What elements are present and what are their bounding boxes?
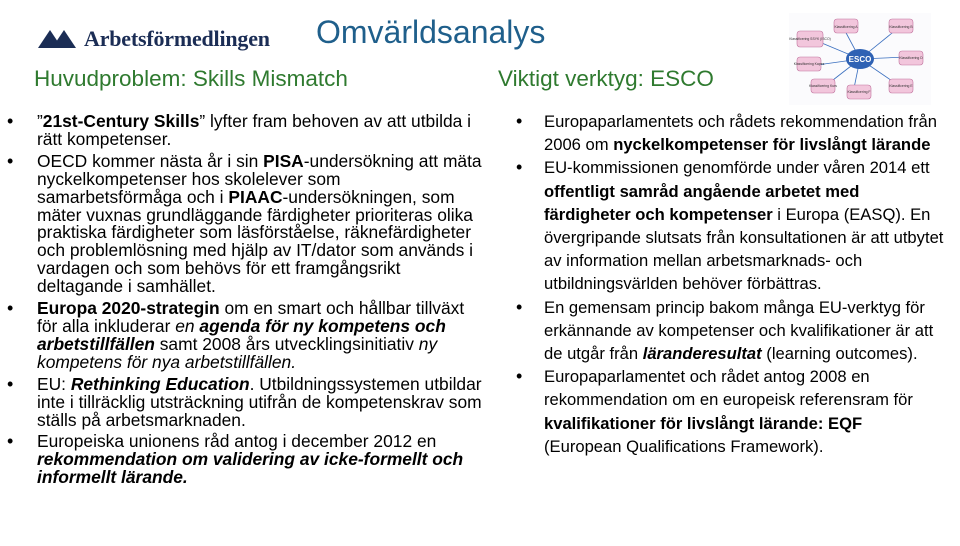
svg-text:Klassificering Kapes: Klassificering Kapes <box>793 62 825 66</box>
right-bullet-nyckelkompetenser: • Europaparlamentets och rådets rekommendation från 2006 om nyckelkompetenser för livslångt lärande <box>544 110 944 156</box>
svg-text:Klassificering A: Klassificering A <box>834 25 858 29</box>
left-bullet-validering: • Europeiska unionens råd antog i december 2012 en rekommendation om validering av icke-formellt och informellt lärande. <box>37 433 487 487</box>
svg-text:Klassificering D: Klassificering D <box>899 56 923 60</box>
svg-text:ESCO: ESCO <box>848 55 872 64</box>
left-bullet-oecd: • OECD kommer nästa år i sin PISA-undersökning att mäta nyckelkompetenser hos skolelever som samarbetsförmåga och i PIAAC-undersökningen, som mäter vuxnas grundläggande färdigheter prioriteras olika praktiska färdigheter som läsförståelse, räknefärdigheter och problemlösning med hjälp av IT/dator som används i vardagen och som behövs för ett framgångsrikt deltagande i samhället. <box>37 153 487 296</box>
right-bullet-eqf: • Europaparlamentet och rådet antog 2008 en rekommendation om en europeisk referensram för kvalifikationer för livslångt lärande: EQF (European Qualifications Framework). <box>544 365 944 458</box>
svg-text:Klassificering E: Klassificering E <box>889 84 913 88</box>
right-bullet-laranderesultat: • En gemensam princip bakom många EU-verktyg för erkännande av kompetenser och kvalifikationer är att de utgår från läranderesultat (learning outcomes). <box>544 296 944 366</box>
right-bullet-easq: • EU-kommissionen genomförde under våren 2014 ett offentligt samråd angående arbetet med färdigheter och kompetenser i Europa (EASQ). En övergripande slutsats från konsultationen är att utbytet av information mellan arbetsmarknads- och utbildningsvärlden behöver förbättras. <box>544 156 944 295</box>
page-title: Omvärldsanalys <box>316 14 546 50</box>
svg-text:Klassificering B: Klassificering B <box>889 25 913 29</box>
right-bullet-list <box>544 110 944 458</box>
svg-text:Klassificering F: Klassificering F <box>847 90 871 94</box>
logo-mark-icon <box>38 28 78 50</box>
arbetsformedlingen-logo <box>38 24 270 54</box>
logo-text: Arbetsförmedlingen <box>84 26 270 51</box>
left-bullet-europa-2020: • Europa 2020-strategin om en smart och hållbar tillväxt för alla inkluderar en agenda för ny kompetens och arbetstillfällen samt 2008 års utvecklingsinitiativ ny kompetens för nya arbetstillfällen. <box>37 300 487 372</box>
esco-diagram <box>789 13 931 105</box>
left-bullet-list <box>37 113 487 491</box>
left-bullet-21st-century: • ”21st-Century Skills” lyfter fram behoven av att utbilda i rätt kompetenser. <box>37 113 487 149</box>
svg-text:Klassificering Kurs: Klassificering Kurs <box>809 84 837 88</box>
right-heading: Viktigt verktyg: ESCO <box>498 66 714 91</box>
svg-text:Klassificering SSYK (ISCO): Klassificering SSYK (ISCO) <box>789 37 831 41</box>
left-bullet-rethinking-education: • EU: Rethinking Education. Utbildningssystemen utbildar inte i tillräcklig utsträckning utifrån de kompetenskrav som ställs på arbetsmarknaden. <box>37 376 487 430</box>
left-heading: Huvudproblem: Skills Mismatch <box>34 66 348 91</box>
